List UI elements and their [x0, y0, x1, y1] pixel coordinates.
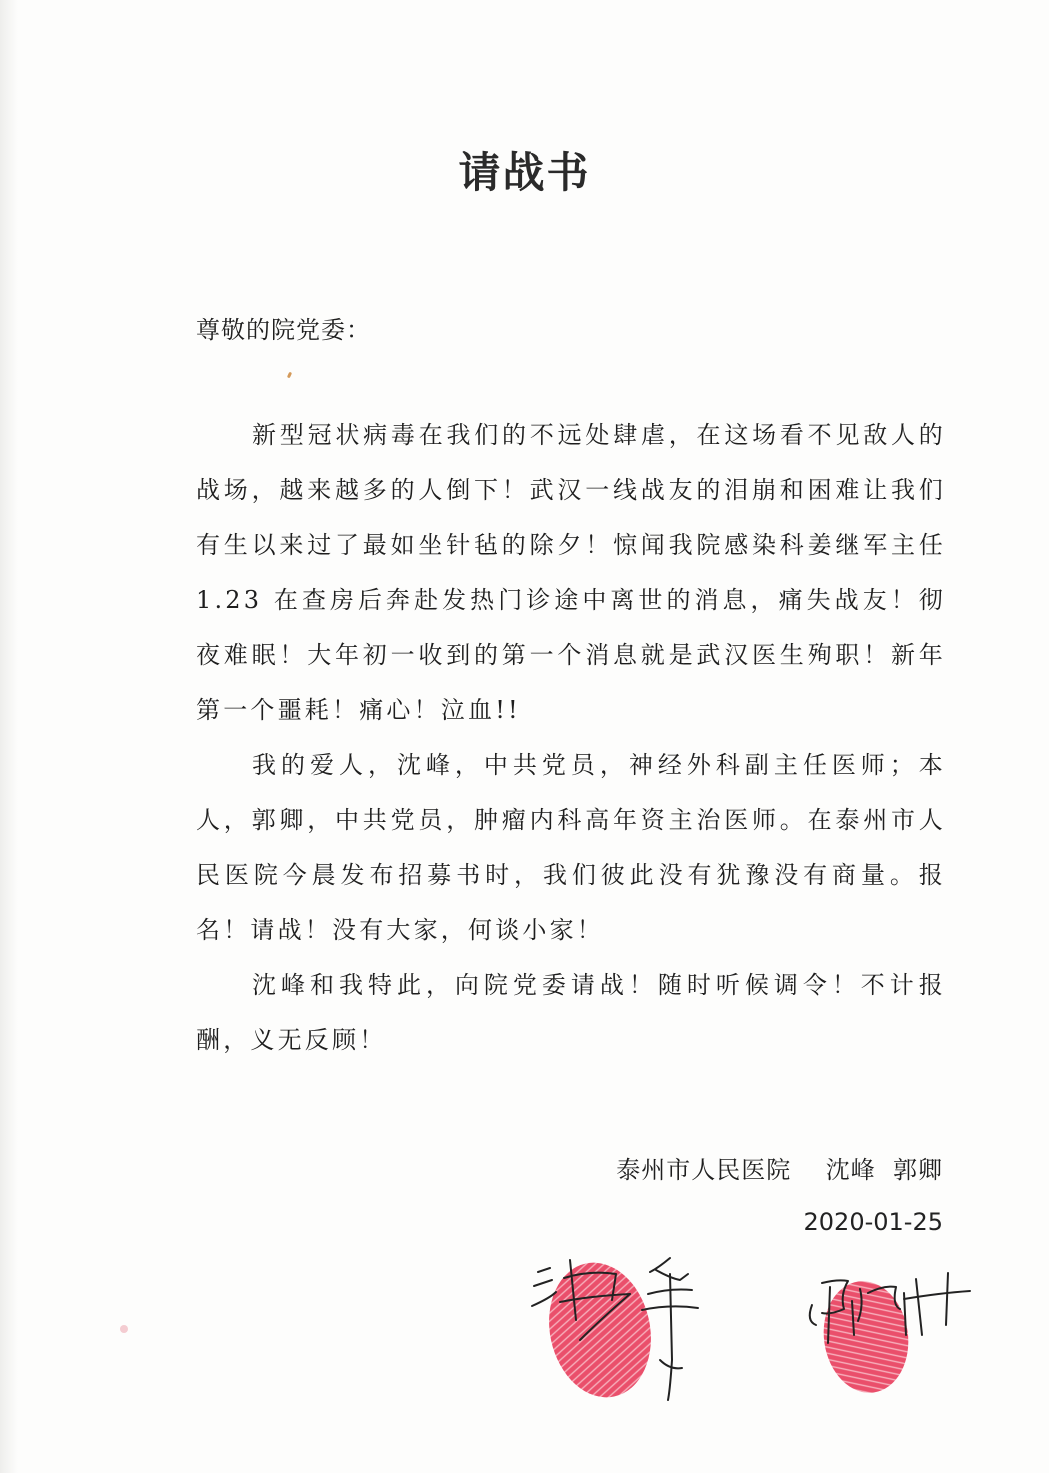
salutation: 尊敬的院党委：: [196, 316, 371, 344]
red-ink-speck: [120, 1325, 128, 1333]
document-title: 请战书: [458, 148, 591, 197]
signature-date: 2020-01-25: [803, 1208, 943, 1236]
body-paragraph-2: 我的爱人，沈峰，中共党员，神经外科副主任医师；本人，郭卿，中共党员，肿瘤内科高年资主治医师。在泰州市人民医院今晨发布招募书时，我们彼此没有犹豫没有商量。报名！请战！没有大家，何谈小家！: [196, 751, 946, 944]
handwritten-signature-shen-feng: [520, 1250, 740, 1410]
paper-edge-shadow: [0, 0, 18, 1473]
fingerprint-mark: [537, 1253, 663, 1407]
fingerprint-mark: [817, 1276, 916, 1399]
ink-speck: [287, 372, 292, 379]
handwritten-signature-guo-qing: [800, 1265, 980, 1400]
body-paragraph-3: 沈峰和我特此，向院党委请战！随时听候调令！不计报酬，义无反顾！: [196, 971, 946, 1054]
body-paragraph-1: 新型冠状病毒在我们的不远处肆虐，在这场看不见敌人的战场，越来越多的人倒下！武汉一线战友的泪崩和困难让我们有生以来过了最如坐针毡的除夕！惊闻我院感染科姜继军主任 1.23 在查房后奔赴发热门诊途中离世的消息，痛失战友！彻夜难眠！大年初一收到的第一个消息就是武汉医生殉职！新年第一个噩耗！痛心！泣血!!: [196, 421, 946, 724]
signature-line: 泰州市人民医院 沈峰 郭卿: [616, 1156, 943, 1184]
